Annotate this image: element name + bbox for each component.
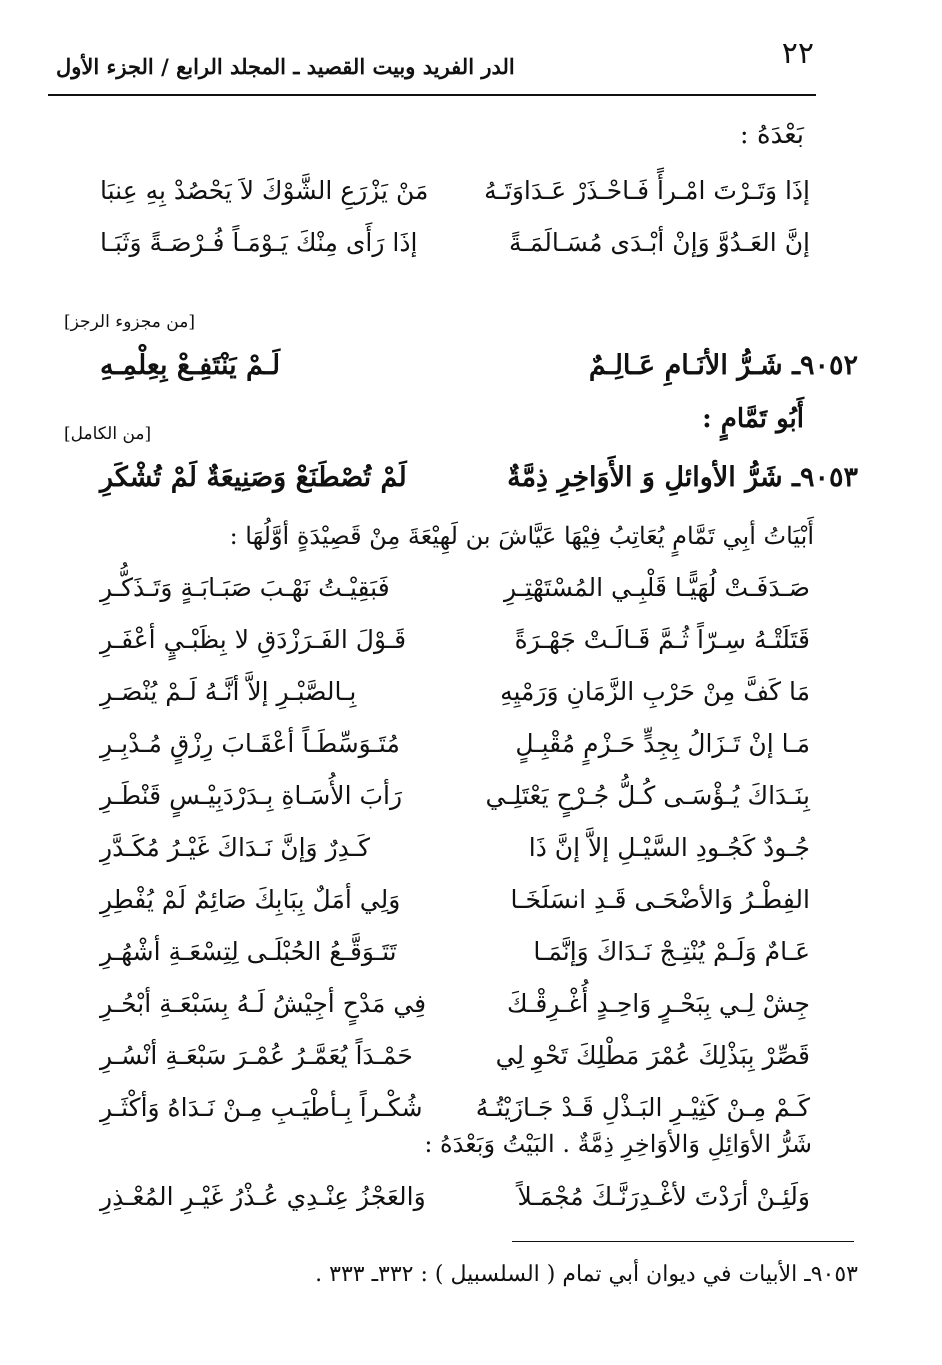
verse-right-hemistich: كَـمْ مِـنْ كَثِيْـرِ البَـذْلِ قَـدْ جَـازَيْتُـهُ	[475, 1093, 810, 1122]
verse-left-hemistich: مَنْ يَزْرَعِ الشَّوْكَ لاَ يَحْصُدْ بِهِ عِنبَا	[100, 176, 429, 205]
verse-right-hemistich: عَـامٌ وَلَـمْ يُنْتِـجْ نَـدَاكَ وَإنَّمَـا	[533, 937, 810, 966]
verse-left-hemistich: كَـدِرٌ وَإنَّ نَـدَاكَ غَيْـرُ مُكَـدَّرِ	[100, 833, 370, 862]
verse-left-hemistich: حَمْـدَاً يُعَمَّـرُ عُمْـرَ سَبْعَـةِ أنْسُـرِ	[100, 1041, 413, 1070]
verse-right-hemistich: وَلَئِـنْ أرَدْتَ لأغْـدِرَنَّـكَ مُجْمَـلاً	[517, 1182, 810, 1211]
verse-right-hemistich: مَا كَفَّ مِنْ حَرْبِ الزَّمَانِ وَرَمْيِهِ	[500, 677, 810, 706]
meter-label: [من مجزوء الرجز]	[64, 312, 195, 332]
verse-left-hemistich: تَتَـوَقَّـعُ الحُبْلَـى لِتِسْعَـةِ أشْهُـرِ	[100, 937, 397, 966]
verse-right-hemistich: جِشْ لِـي بِبَحْـرٍ وَاحِـدٍ أُغْـرِقْـكَ	[506, 989, 810, 1018]
verse-left-hemistich: قَـوْلَ الفَـرَزْدَقِ لا بِظَبْـيٍ أعْفَـرِ	[100, 625, 407, 654]
verse-left-hemistich: وَالعَجْزُ عِنْـدِي عُـذْرُ غَيْـرِ المُعْـذِرِ	[100, 1182, 426, 1211]
verse-right-hemistich: قَتَلَتْـهُ سِـرّاً ثُـمَّ قَـالَـتْ جَهْـرَةً	[514, 625, 810, 654]
page-number: ٢٢	[781, 36, 814, 71]
verse-left-hemistich: بِـالصَّبْـرِ إلاَّ أنَّـهُ لَـمْ يُنْصَـرِ	[100, 677, 357, 706]
poet-name: أَبُو تَمَّامٍ :	[702, 404, 804, 434]
footnote-rule	[512, 1241, 854, 1242]
verse-right-hemistich: جُـودٌ كَجُـودِ السَّيْـلِ إلاَّ إنَّ ذَا	[528, 833, 810, 862]
verse-left-hemistich: فَبَقِيْـتُ نَهْـبَ صَبَـابَـةٍ وَتَـذَكُّـرِ	[100, 573, 390, 602]
footnote: ٩٠٥٣ـ الأبيات في ديوان أبي تمام ( السلسبيل ) : ٣٣٢ـ ٣٣٣ .	[315, 1262, 858, 1287]
intro-after: بَعْدَهُ :	[739, 120, 804, 150]
verse-right-hemistich: قَصِّرْ بِبَذْلِكَ عُمْرَ مَطْلِكَ تَحْوِ لِي	[495, 1041, 810, 1070]
verse-left-hemistich: رَأبَ الأُسَـاةِ بِـدَرْدَبِيْـسٍ قَنْطَـرِ	[100, 781, 403, 810]
running-head: الدر الفريد وبيت القصيد ـ المجلد الرابع / الجزء الأول	[56, 54, 515, 79]
header-rule	[48, 94, 816, 96]
verse-left-hemistich: لَـمْ يَنْتَفِـعْ بِعِلْمِـهِ	[100, 350, 281, 381]
verse-right-hemistich: إذَا وَتَـرْتَ امْـرأً فَـاحْـذَرْ عَـدَاوَتَـهُ	[484, 176, 810, 205]
verse-left-hemistich: إذَا رَأَى مِنْكَ يَـوْمَـاً فُـرْصَـةً وَثَبَـا	[100, 228, 418, 257]
verse-right-hemistich: الفِطْـرُ وَالأضْحَـى قَـدِ انسَلَخَـا	[510, 885, 810, 914]
verse-left-hemistich: لَمْ تُصْطَنَعْ وَصَنِيعَةٌ لَمْ تُشْكَرِ	[100, 462, 407, 493]
verse-right-hemistich: ٩٠٥٣ـ شَرُّ الأوائلِ وَ الأَوَاخِرِ ذِمَّةٌ	[507, 462, 858, 493]
after-poem-note: شَرُّ الأوَائِلِ وَالأوَاخِرِ ذِمَّةٌ . البَيْتُ وَبَعْدَهُ :	[424, 1130, 812, 1158]
verse-right-hemistich: إنَّ العَـدُوَّ وَإنْ أبْـدَى مُسَـالَمَـةً	[509, 228, 810, 257]
verse-right-hemistich: صَـدَفَـتْ لُهَيًّـا قَلْبِـي المُسْتَهْتِـرِ	[504, 573, 810, 602]
verse-left-hemistich: مُتَـوَسِّطَـاً أعْقَـابَ رِزْقٍ مُـدْبِـرِ	[100, 729, 400, 758]
verse-left-hemistich: فِي مَدْحٍ أجِيْشُ لَـهُ بِسَبْعَـةِ أبْحُـرِ	[100, 989, 427, 1018]
poem-intro: أَبْيَاتُ أبِي تَمَّامٍ يُعَاتِبُ فِيْهَا عَيَّاشَ بن لَهِيْعَةَ مِنْ قَصِيْدَةٍ أوَّلُهَا :	[229, 522, 814, 550]
meter-label: [من الكامل]	[64, 424, 152, 444]
verse-right-hemistich: مَـا إنْ تَـزَالُ بِجِدٍّ حَـزْمٍ مُقْبِـلٍ	[515, 729, 810, 758]
verse-left-hemistich: وَلِي أمَلٌ بِبَابِكَ صَائِمٌ لَمْ يُفْطِرِ	[100, 885, 401, 914]
verse-left-hemistich: شُكْـراً بِـأطْيَـبِ مِـنْ نَـدَاهُ وَأكْثَـرِ	[100, 1093, 423, 1122]
verse-right-hemistich: بِنَـدَاكَ يُـؤْسَـى كُـلُّ جُـرْحٍ يَعْتَلِـي	[485, 781, 810, 810]
verse-right-hemistich: ٩٠٥٢ـ شَـرُّ الأنَـامِ عَـالِـمٌ	[588, 350, 858, 381]
